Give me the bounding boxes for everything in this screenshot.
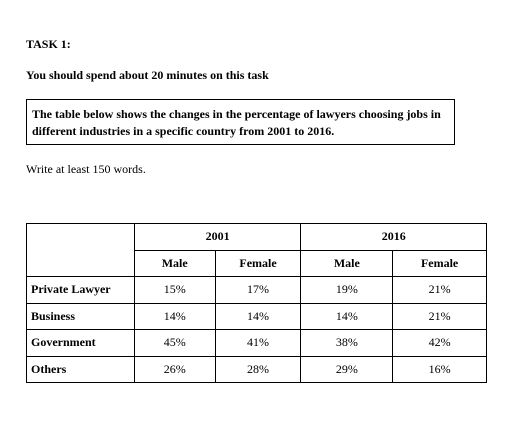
table-cell: 19%: [301, 277, 393, 304]
table-cell: 14%: [134, 303, 215, 330]
table-cell: 14%: [301, 303, 393, 330]
table-cell: 42%: [393, 330, 487, 357]
table-cell: 16%: [393, 356, 487, 383]
table-cell: 14%: [215, 303, 301, 330]
table-cell: 29%: [301, 356, 393, 383]
table-cell: 15%: [134, 277, 215, 304]
task-prompt-text: The table below shows the changes in the percentage of lawyers choosing jobs in different industries in a specific country from 2001 to 2016.: [32, 107, 441, 138]
table-row: [27, 277, 487, 304]
year-header-row: [27, 224, 487, 251]
row-label: Private Lawyer: [27, 277, 135, 304]
table-cell: 45%: [134, 330, 215, 357]
table-row: [27, 356, 487, 383]
table-cell: 38%: [301, 330, 393, 357]
row-label: Others: [27, 356, 135, 383]
table-cell: 28%: [215, 356, 301, 383]
table-row: [27, 330, 487, 357]
table-row: [27, 303, 487, 330]
year-header-2001: 2001: [134, 224, 301, 251]
task-heading: TASK 1:: [26, 37, 71, 51]
table-cell: 41%: [215, 330, 301, 357]
task-prompt-box: [26, 99, 455, 145]
gender-header: Female: [215, 250, 301, 277]
table-cell: 21%: [393, 303, 487, 330]
table-cell: 26%: [134, 356, 215, 383]
time-instruction: You should spend about 20 minutes on this task: [26, 68, 269, 82]
row-label: Business: [27, 303, 135, 330]
gender-header: Male: [134, 250, 215, 277]
gender-header: Female: [393, 250, 487, 277]
year-header-2016: 2016: [301, 224, 487, 251]
word-count-instruction: Write at least 150 words.: [26, 162, 146, 176]
table-corner-cell: [27, 224, 135, 277]
table-cell: 21%: [393, 277, 487, 304]
lawyer-industry-table: [26, 223, 487, 383]
row-label: Government: [27, 330, 135, 357]
gender-header: Male: [301, 250, 393, 277]
table-cell: 17%: [215, 277, 301, 304]
